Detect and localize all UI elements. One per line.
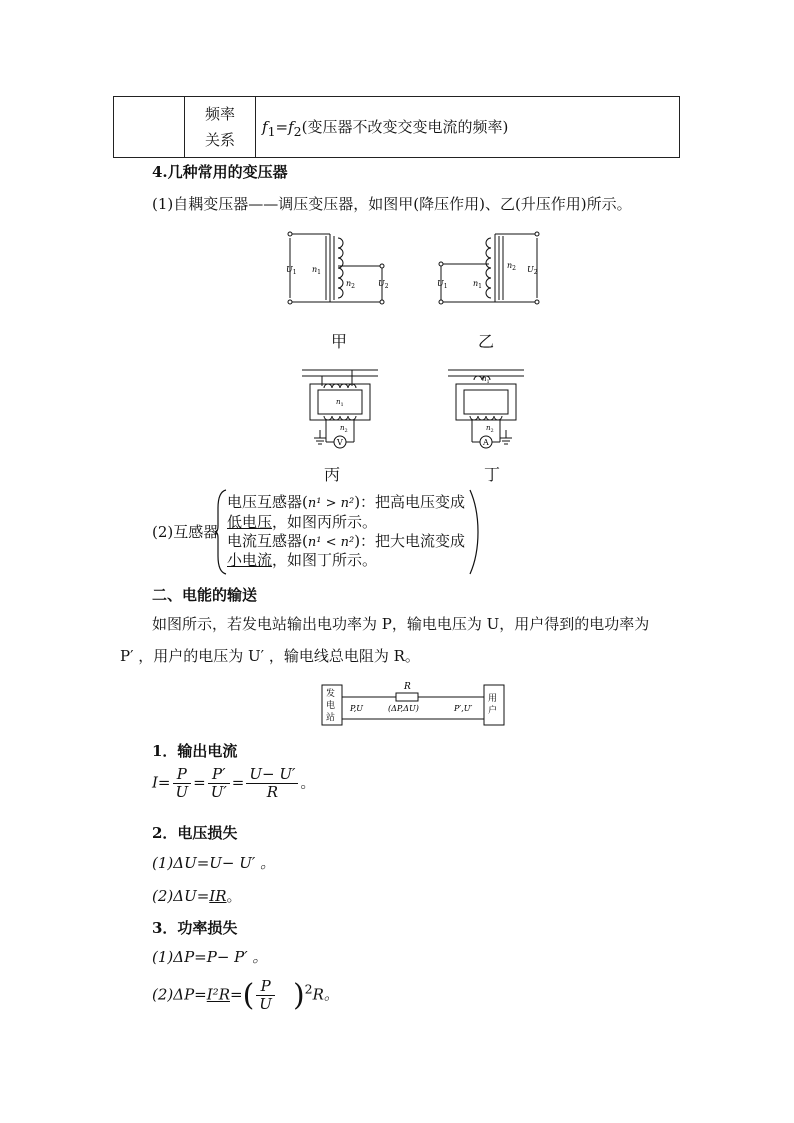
caption-bing: 丙 <box>324 465 341 484</box>
row-label-line1: 频率 <box>204 105 235 123</box>
frac3-num: U− U′ <box>246 766 298 784</box>
right-paren <box>468 488 480 576</box>
section2-para-line1: 如图所示，若发电站输出电功率为 P，输电电压为 U，用户得到的电功率为 <box>152 615 650 633</box>
fraction-du-over-r <box>246 766 298 801</box>
fraction-p-prime-over-u-prime <box>208 766 230 801</box>
section2-heading: 二、电能的输送 <box>152 586 258 604</box>
f2-sub: 2 <box>293 123 302 139</box>
ct-answer: 小电流 <box>227 551 273 569</box>
section4-heading: 4.几种常用的变压器 <box>152 163 288 181</box>
figure-bing-voltage-transformer <box>300 366 380 454</box>
source-values: P,U <box>350 704 364 713</box>
section2-para-line2: P′ ，用户的电压为 U′ ，输电线总电阻为 R。 <box>120 647 420 665</box>
square-exponent: 2 <box>304 981 313 997</box>
s3-l2-end: R。 <box>312 985 339 1004</box>
frac1-den: U <box>175 783 189 801</box>
s3-answer: I²R <box>206 985 230 1004</box>
vt-text-c: )：把高电压变成 <box>354 493 466 511</box>
s1-heading: 1．输出电流 <box>152 742 238 760</box>
s1-end: 。 <box>300 773 316 792</box>
figure-jia-autotransformer <box>282 228 394 308</box>
resistor-label: R <box>404 682 411 692</box>
s3-line1: (1)ΔP=P− P′ 。 <box>152 948 268 966</box>
ct-text-end: ，如图丁所示。 <box>272 551 378 569</box>
voltage-transformer-line2 <box>227 511 377 532</box>
ding-n2-label: $n_2$ <box>486 424 494 434</box>
caption-ding: 丁 <box>484 465 501 484</box>
s2-l2-end: 。 <box>226 887 242 905</box>
left-brace <box>214 488 228 576</box>
station-char-1: 发 <box>326 689 336 699</box>
vt-text-a: 电压互感器( <box>227 493 308 511</box>
frac1-num: P <box>173 766 192 784</box>
table-formula-cell <box>256 97 680 158</box>
s2-answer: IR <box>209 887 227 905</box>
s2-line2 <box>152 885 242 906</box>
table-row-label <box>185 97 256 158</box>
frac2-den: U′ <box>210 783 227 801</box>
f1-sub: 1 <box>267 123 276 139</box>
yi-U2-label: $U_2$ <box>527 265 538 276</box>
current-transformer-line2 <box>227 549 377 570</box>
station-char-2: 电 <box>326 701 336 711</box>
f1-symbol: f <box>262 117 268 136</box>
figure-yi-autotransformer <box>433 228 545 308</box>
eq2: = <box>231 773 245 792</box>
current-symbol: I= <box>152 773 171 792</box>
fraction-p-over-u-power <box>256 978 275 1013</box>
frac3-den: R <box>266 783 279 801</box>
jia-U2-label: $U_2$ <box>378 279 389 290</box>
yi-n2-label: $n_2$ <box>507 261 516 272</box>
table-empty-cell <box>114 97 185 158</box>
frequency-note: (变压器不改变交变电流的频率) <box>301 117 509 136</box>
loss-values: (ΔP,ΔU) <box>388 704 419 713</box>
transformer-label: (2)互感器 <box>152 523 219 541</box>
s2-line1: (1)ΔU=U− U′ 。 <box>152 854 276 872</box>
bing-n1-label: $n_1$ <box>336 398 344 408</box>
ding-n1-label: $n_1$ <box>482 375 490 385</box>
s2-heading: 2．电压损失 <box>152 824 238 842</box>
row-label-line2: 关系 <box>204 131 235 149</box>
station-char-3: 站 <box>326 713 336 723</box>
ct-ratio: n¹ < n² <box>307 535 355 550</box>
current-transformer-line1 <box>227 530 465 551</box>
vt-text-end: ，如图丙所示。 <box>272 513 378 531</box>
bing-n2-label: $n_2$ <box>340 424 348 434</box>
frac2-num: P′ <box>208 766 230 784</box>
ct-text-a: 电流互感器( <box>227 532 308 550</box>
vt-ratio: n¹ > n² <box>307 496 355 511</box>
eq-sign: = <box>275 117 289 136</box>
user-char-2: 户 <box>488 706 498 716</box>
autotransformer-text: (1)自耦变压器——调压变压器，如图甲(降压作用)、乙(升压作用)所示。 <box>152 195 632 213</box>
fraction-p-over-u <box>173 766 192 801</box>
s3-line2 <box>152 978 339 1013</box>
frequency-table <box>113 96 680 158</box>
s3-l2-prefix: (2)ΔP= <box>152 985 207 1004</box>
vt-answer: 低电压 <box>227 513 273 531</box>
voltage-transformer-line1 <box>227 491 465 512</box>
caption-yi: 乙 <box>478 332 495 351</box>
jia-n2-label: $n_2$ <box>346 279 355 290</box>
jia-U1-label: $U_1$ <box>286 265 297 276</box>
f2-symbol: f <box>288 117 294 136</box>
eq1: = <box>193 773 206 792</box>
user-values: P′,U′ <box>454 704 473 713</box>
s3-heading: 3．功率损失 <box>152 919 238 937</box>
user-char-1: 用 <box>488 694 498 704</box>
yi-n1-label: $n_1$ <box>473 279 482 290</box>
s3-frac-den: U <box>259 995 272 1013</box>
caption-jia: 甲 <box>331 332 348 351</box>
right-paren: ) <box>292 978 305 1013</box>
current-formula <box>152 766 315 801</box>
ammeter-symbol: A <box>483 438 489 447</box>
s2-l2-prefix: (2)ΔU= <box>152 887 210 905</box>
jia-n1-label: $n_1$ <box>312 265 321 276</box>
voltmeter-symbol: V <box>337 438 343 447</box>
s3-frac-num: P <box>256 978 275 996</box>
left-paren: ( <box>242 978 255 1013</box>
figure-ding-current-transformer <box>446 366 526 454</box>
s3-eq: = <box>229 985 243 1004</box>
transmission-diagram <box>320 679 506 729</box>
yi-U1-label: $U_1$ <box>437 279 448 290</box>
ct-text-c: )：把大电流变成 <box>354 532 466 550</box>
